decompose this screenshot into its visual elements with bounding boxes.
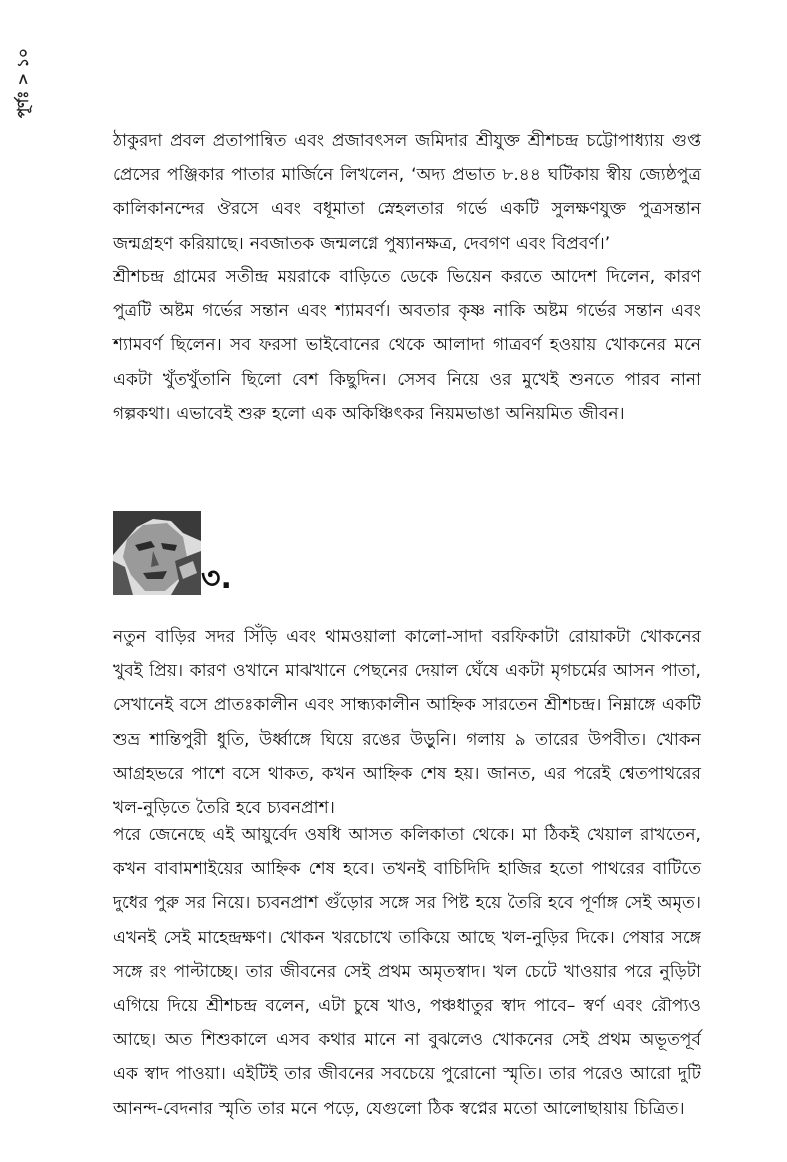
running-head: পূর্ণঃ > ১০ [14,48,32,118]
section-heading [113,511,253,601]
paragraph-4: পরে জেনেছে এই আয়ুর্বেদ ওষধি আসত কলিকাতা থেকে। মা ঠিকই খেয়াল রাখতেন, কখন বাবামশাইয়ের আহ্নিক শেষ হবে। তখনই বাচিদিদি হাজির হতো পাথরের বাটিতে দুধের পুরু সর নিয়ে। চ্যবনপ্রাশ গুঁড়োর সঙ্গে সর পিষ্ট হয়ে তৈরি হবে পূর্ণাঙ্গ সেই অমৃত। এখনই সেই মাহেন্দ্রক্ষণ। খোকন খরচোখে তাকিয়ে আছে খল-নুড়ির দিকে। পেষার সঙ্গে সঙ্গে রং পাল্টাচ্ছে। তার জীবনের সেই প্রথম অমৃতস্বাদ। খল চেটে খাওয়ার পরে নুড়িটা এগিয়ে দিয়ে শ্রীশচন্দ্র বলেন, এটা চুষে খাও, পঞ্চধাতুর স্বাদ পাবে– স্বর্ণ এবং রৌপ্যও আছে। অত শিশুকালে এসব কথার মানে না বুঝলেও খোকনের সেই প্রথম অভূতপূর্ব এক স্বাদ পাওয়া। এইটিই তার জীবনের সবচেয়ে পুরোনো স্মৃতি। তার পরেও আরো দুটি আনন্দ-বেদনার স্মৃতি তার মনে পড়ে, যেগুলো ঠিক স্বপ্নের মতো আলোছায়ায় চিত্রিত। [113,825,701,1119]
paragraph-1: ঠাকুরদা প্রবল প্রতাপান্বিত এবং প্রজাবৎসল জমিদার শ্রীযুক্ত শ্রীশচন্দ্র চট্টোপাধ্যায় গুপ্ত প্রেসের পঞ্জিকার পাতার মার্জিনে লিখলেন, ‘অদ্য প্রভাত ৮.৪৪ ঘটিকায় স্বীয় জ্যেষ্ঠপুত্র কালিকানন্দের ঔরসে এবং বধূমাতা স্নেহলতার গর্ভে একটি সুলক্ষণযুক্ত পুত্রসন্তান জন্মগ্রহণ করিয়াছে। নবজাতক জন্মলগ্নে পুষ্যানক্ষত্র, দেবগণ এবং বিপ্রবর্ণ।’ [113,131,701,254]
section-number: ৩. [201,561,232,596]
paragraph-2: শ্রীশচন্দ্র গ্রামের সতীন্দ্র ময়রাকে বাড়িতে ডেকে ভিয়েন করতে আদেশ দিলেন, কারণ পুত্রটি অষ্টম গর্ভের সন্তান এবং শ্যামবর্ণ। অবতার কৃষ্ণ নাকি অষ্টম গর্ভের সন্তান এবং শ্যামবর্ণ ছিলেন। সব ফরসা ভাইবোনের থেকে আলাদা গাত্রবর্ণ হওয়ায় খোকনের মনে একটা খুঁতখুঁতানি ছিলো বেশ কিছুদিন। সেসব নিয়ে ওর মুখেই শুনতে পারব নানা গল্পকথা। এভাবেই শুরু হলো এক অকিঞ্চিৎকর নিয়মভাঙা অনিয়মিত জীবন। [113,267,701,424]
portrait-image [113,511,201,595]
paragraph-3: নতুন বাড়ির সদর সিঁড়ি এবং থামওয়ালা কালো-সাদা বরফিকাটা রোয়াকটা খোকনের খুবই প্রিয়। কারণ ওখানে মাঝখানে পেছনের দেয়াল ঘেঁষে একটা মৃগচর্মের আসন পাতা, সেখানেই বসে প্রাতঃকালীন এবং সান্ধ্যকালীন আহ্নিক সারতেন শ্রীশচন্দ্র। নিম্নাঙ্গে একটি শুভ্র শান্তিপুরী ধুতি, উর্ধ্বাঙ্গে ঘিয়ে রঙের উড়ুনি। গলায় ৯ তারের উপবীত। খোকন আগ্রহভরে পাশে বসে থাকত, কখন আহ্নিক শেষ হয়। জানত, এর পরেই শ্বেতপাথরের খল-নুড়িতে তৈরি হবে চ্যবনপ্রাশ। [113,627,701,819]
